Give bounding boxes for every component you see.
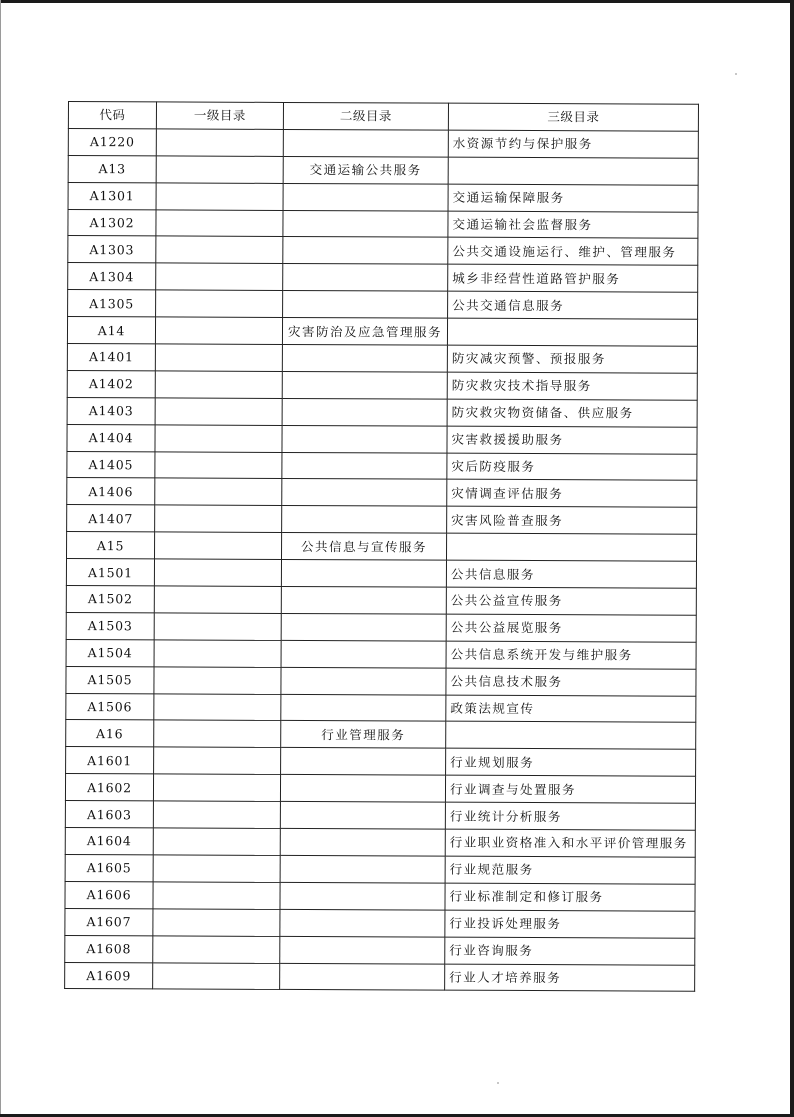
cell-level1 (155, 317, 282, 344)
table-row (66, 720, 696, 750)
cell-level2 (281, 613, 446, 641)
cell-level1 (156, 209, 283, 236)
cell-code: A1303 (68, 236, 156, 263)
cell-level1 (153, 962, 280, 989)
cell-level2 (281, 694, 446, 722)
header-code: 代码 (68, 102, 156, 129)
cell-code: A15 (67, 532, 155, 559)
cell-level3: 公共交通设施运行、维护、管理服务 (448, 238, 698, 266)
table-row (66, 666, 696, 696)
table-row (65, 774, 695, 804)
table-row (67, 451, 697, 481)
table-row (68, 182, 698, 212)
table-row (65, 908, 695, 938)
cell-level3: 行业职业资格准入和水平评价管理服务 (445, 829, 695, 857)
cell-level1 (156, 236, 283, 263)
table-row (67, 317, 697, 347)
cell-code: A1304 (68, 263, 156, 290)
cell-level2: 灾害防治及应急管理服务 (282, 318, 447, 346)
table-row (67, 532, 697, 562)
cell-level1 (155, 398, 282, 425)
cell-level1 (154, 559, 281, 586)
cell-level3: 行业规划服务 (446, 749, 696, 777)
cell-level1 (156, 129, 283, 156)
cell-level3 (448, 157, 698, 185)
table-row (66, 747, 696, 777)
cell-code: A1407 (67, 505, 155, 532)
table-row (65, 828, 695, 858)
cell-code: A1605 (65, 854, 153, 881)
cell-level2 (282, 506, 447, 534)
cell-level3: 行业投诉处理服务 (445, 910, 695, 938)
cell-code: A1501 (66, 559, 154, 586)
cell-level1 (154, 747, 281, 774)
cell-level3: 灾后防疫服务 (447, 453, 697, 481)
scan-speck (735, 73, 737, 75)
cell-code: A1502 (66, 586, 154, 613)
cell-code: A1401 (67, 344, 155, 371)
cell-level3: 公共交通信息服务 (448, 291, 698, 319)
scan-edge-top (0, 0, 794, 3)
cell-level1 (154, 693, 281, 720)
cell-code: A1504 (66, 639, 154, 666)
table-row (67, 397, 697, 427)
cell-level2 (283, 183, 448, 211)
table-row (65, 935, 695, 965)
cell-level1 (154, 613, 281, 640)
table-row (67, 424, 697, 454)
cell-level3 (446, 722, 696, 750)
cell-code: A1602 (65, 774, 153, 801)
cell-level2: 公共信息与宣传服务 (282, 533, 447, 561)
cell-code: A1606 (65, 881, 153, 908)
cell-level1 (153, 855, 280, 882)
cell-code: A1609 (65, 962, 153, 989)
cell-code: A1405 (67, 451, 155, 478)
cell-level3: 行业调查与处置服务 (445, 775, 695, 803)
cell-level1 (154, 667, 281, 694)
cell-level1 (156, 290, 283, 317)
table-row (66, 586, 696, 616)
cell-level3: 灾害救援援助服务 (447, 426, 697, 454)
cell-level3: 防灾救灾物资储备、供应服务 (447, 399, 697, 427)
cell-level3: 公共公益展览服务 (446, 614, 696, 642)
cell-level2 (280, 909, 445, 937)
cell-level2 (281, 748, 446, 776)
cell-code: A13 (68, 155, 156, 182)
cell-level1 (154, 586, 281, 613)
scan-edge-left (0, 0, 1, 1117)
cell-level3 (447, 318, 697, 346)
table-header (68, 102, 698, 132)
cell-level3: 水资源节约与保护服务 (448, 130, 698, 158)
cell-level2 (281, 560, 446, 588)
cell-level3: 公共信息服务 (446, 560, 696, 588)
cell-level2: 交通运输公共服务 (283, 156, 448, 184)
cell-level2 (283, 264, 448, 292)
cell-code: A1406 (67, 478, 155, 505)
cell-level1 (153, 774, 280, 801)
cell-level1 (153, 909, 280, 936)
cell-level3: 城乡非经营性道路管护服务 (448, 265, 698, 293)
table-row (65, 801, 695, 831)
table-row (66, 639, 696, 669)
cell-level3: 灾害风险普查服务 (447, 507, 697, 535)
table-row (68, 290, 698, 320)
scan-speck (497, 1082, 499, 1084)
cell-level3: 交通运输社会监督服务 (448, 211, 698, 239)
table-row (66, 559, 696, 589)
cell-code: A1601 (66, 747, 154, 774)
cell-code: A16 (66, 720, 154, 747)
cell-level1 (153, 801, 280, 828)
cell-code: A1404 (67, 424, 155, 451)
cell-level2: 行业管理服务 (281, 721, 446, 749)
cell-level2 (280, 775, 445, 803)
cell-level2 (280, 828, 445, 856)
cell-level3: 行业规范服务 (445, 856, 695, 884)
cell-level2 (283, 291, 448, 319)
table-row (66, 693, 696, 723)
cell-code: A1607 (65, 908, 153, 935)
cell-level2 (280, 936, 445, 964)
cell-code: A1608 (65, 935, 153, 962)
cell-level1 (153, 882, 280, 909)
cell-level2 (282, 425, 447, 453)
cell-level1 (156, 183, 283, 210)
table-row (68, 236, 698, 266)
cell-level2 (283, 129, 448, 157)
table-row (67, 505, 697, 535)
table-row (66, 612, 696, 642)
cell-code: A1403 (67, 397, 155, 424)
cell-level2 (282, 479, 447, 507)
service-catalog-table (64, 101, 699, 992)
cell-level1 (155, 344, 282, 371)
cell-code: A1302 (68, 209, 156, 236)
cell-level2 (282, 371, 447, 399)
table-row (65, 854, 695, 884)
cell-level1 (155, 425, 282, 452)
cell-level2 (280, 963, 445, 991)
table-row (68, 263, 698, 293)
cell-level2 (280, 855, 445, 883)
cell-code: A1506 (66, 693, 154, 720)
cell-code: A1604 (65, 828, 153, 855)
cell-code: A1220 (68, 128, 156, 155)
cell-code: A1305 (68, 290, 156, 317)
cell-level2 (281, 667, 446, 695)
cell-level1 (154, 720, 281, 747)
cell-level2 (280, 802, 445, 830)
cell-level1 (155, 451, 282, 478)
cell-level3: 公共信息技术服务 (446, 668, 696, 696)
cell-level3: 行业标准制定和修订服务 (445, 883, 695, 911)
table-row (68, 155, 698, 185)
table-body (65, 128, 699, 991)
cell-level1 (153, 828, 280, 855)
cell-level2 (281, 640, 446, 668)
cell-level2 (283, 210, 448, 238)
table-row (67, 478, 697, 508)
table-row (67, 344, 697, 374)
cell-level1 (155, 505, 282, 532)
cell-code: A14 (67, 317, 155, 344)
cell-level3: 交通运输保障服务 (448, 184, 698, 212)
cell-code: A1505 (66, 666, 154, 693)
table-row (65, 881, 695, 911)
cell-level2 (280, 882, 445, 910)
cell-level1 (155, 478, 282, 505)
cell-level1 (154, 640, 281, 667)
cell-level2 (283, 237, 448, 265)
cell-level1 (156, 263, 283, 290)
cell-level3 (446, 533, 696, 561)
header-level2: 二级目录 (283, 102, 448, 130)
cell-level2 (281, 586, 446, 614)
cell-level3: 灾情调查评估服务 (447, 480, 697, 508)
cell-code: A1503 (66, 612, 154, 639)
cell-level3: 行业咨询服务 (445, 937, 695, 965)
header-level1: 一级目录 (156, 102, 283, 129)
cell-level3: 防灾减灾预警、预报服务 (447, 345, 697, 373)
cell-level3: 公共公益宣传服务 (446, 587, 696, 615)
cell-code: A1603 (65, 801, 153, 828)
table-row (68, 209, 698, 239)
cell-level2 (282, 344, 447, 372)
cell-code: A1402 (67, 370, 155, 397)
cell-level3: 防灾救灾技术指导服务 (447, 372, 697, 400)
cell-level3: 行业人才培养服务 (445, 964, 695, 992)
cell-level2 (282, 398, 447, 426)
table-row (68, 128, 698, 158)
cell-level3: 行业统计分析服务 (445, 802, 695, 830)
cell-level1 (156, 156, 283, 183)
table-row (65, 962, 695, 992)
header-level3: 三级目录 (448, 103, 698, 131)
scan-edge-right (790, 0, 794, 1117)
cell-code: A1301 (68, 182, 156, 209)
cell-level3: 公共信息系统开发与维护服务 (446, 641, 696, 669)
cell-level1 (153, 935, 280, 962)
cell-level1 (155, 371, 282, 398)
table-row (67, 370, 697, 400)
cell-level3: 政策法规宣传 (446, 695, 696, 723)
cell-level1 (155, 532, 282, 559)
header-row (68, 102, 698, 132)
cell-level2 (282, 452, 447, 480)
